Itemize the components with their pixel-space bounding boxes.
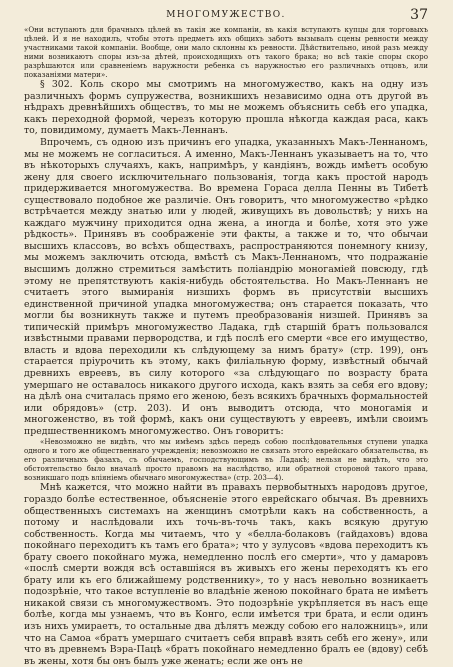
running-head — [24, 7, 428, 24]
text-paragraph: Мнѣ кажется, что можно найти въ правахъ первобытныхъ народовъ другое, гораздо болѣе естественное, объясненіе этого еврейскаго обычая. Въ древнихъ общественныхъ системахъ на женщинъ смотрѣли какъ на собственность, а потому и наслѣдовали ихъ точь-въ-точь такъ, какъ всякую другую собственность. Когда мы читаемъ, что у «белла-болаковъ (гайдаховъ) вдова покойнаго переходитъ къ тамъ его брата»; что у зулусовъ «вдова переходитъ къ брату своего покойнаго мужа, немедленно послѣ его смерти», что у дамаровъ «послѣ смерти вождя всѣ оставшіяся въ живыхъ его жены переходятъ къ его брату или къ его ближайшему родственнику», то у насъ невольно возникаетъ подозрѣніе, что такое вступленіе во владѣніе женою покойнаго брата не имѣетъ никакой связи съ многомужествомъ. Это подозрѣніе укрѣпляется въ насъ еще болѣе, когда мы узнаемъ, что въ Конго, если имѣется три брата, и если одинъ изъ нихъ умираетъ, то остальные два дѣлятъ между собою его наложницъ», или что на Самоа «братъ умершаго считаетъ себя вправѣ взять себѣ его жену», или что въ древнемъ Вэра-Пацѣ «братъ покойнаго немедленно бралъ ее (вдову) себѣ въ жены, хотя бы онъ былъ уже женатъ; если же онъ не — [24, 482, 428, 667]
page-body — [24, 25, 428, 667]
running-title: МНОГОМУЖЕСТВО. — [166, 10, 286, 20]
text-paragraph: § 302. Коль скоро мы смотримъ на многомужество, какъ на одну изъ различныхъ формъ супружества, возникшихъ независимо одна отъ другой въ нѣдрахъ древнѣйшихъ обществъ, то мы не можемъ объяснить себѣ его упадка, какъ переходной формой, черезъ которую прошла нѣкогда каждая раса, какъ то, повидимому, думаетъ Макъ-Леннанъ. — [24, 79, 428, 137]
text-paragraph: Впрочемъ, съ одною изъ причинъ его упадка, указанныхъ Макъ-Леннаномъ, мы не можемъ не согласиться. А именно, Макъ-Леннанъ указываетъ на то, что въ нѣкоторыхъ случаяхъ, какъ, напримѣръ, у кандіянъ, вождь имѣетъ особую жену для своего исключительнаго пользованія, тогда какъ простой народъ придерживается многомужества. Во времена Гораса делла Пенны въ Тибетѣ существовало подобное же различіе. Онъ говоритъ, что многомужество «рѣдко встрѣчается между знатью или у людей, живущихъ въ довольствѣ; у нихъ на каждаго мужчину приходится одна жена, а иногда и болѣе, хотя это уже рѣдкость». Принявъ въ соображеніе эти факты, а также и то, что обычаи высшихъ классовъ, во всѣхъ обществахъ, распространяются понемногу книзу, мы можемъ заключить отсюда, вмѣстѣ съ Макъ-Леннаномъ, что подражаніе высшимъ должно стремиться замѣстить поліандрію моногаміей повсюду, гдѣ этому не препятствуютъ какія-нибудь обстоятельства. Но Макъ-Леннанъ не считаетъ этого вымиранія низшихъ формъ въ присутствіи высшихъ единственной причиной упадка многомужества; онъ старается показать, что могли бы возникнуть также и путемъ преобразованія низшей. Принявъ за типическій примѣръ многомужество Ладака, гдѣ старшій братъ пользовался извѣстными правами первородства, и гдѣ послѣ его смерти «все его имущество, власть и вдова переходили къ слѣдующему за нимъ брату» (стр. 199), онъ старается прiурочить къ этому, какъ филіальную форму, извѣстный обычай древнихъ евреевъ, въ силу которого «за слѣдующаго по возрасту брата умершаго не оставалось никакого другого исхода, какъ взять за себя его вдову; на дѣлѣ она считалась прямо его женою, безъ всякихъ брачныхъ формальностей или обрядовъ» (стр. 203). И онъ выводитъ отсюда, что моногамія и многоженство, въ той формѣ, какъ они существуютъ у евреевъ, имѣли своимъ предшественникомъ многомужество. Онъ говоритъ: — [24, 137, 428, 437]
quote-paragraph: «Они вступають для брачныхъ цѣлей въ такія же компаніи, въ какія вступаютъ купцы для торговыхъ цѣлей. И я не находилъ, чтобы этотъ предметъ ихъ общихъ заботъ вызывалъ сцены ревности между участниками такой компаніи. Вообще, они мало склонны къ ревности. Дѣйствительно, иной разъ между ними возникаютъ споры изъ-за дѣтей, происходящихъ отъ такого брака; но всѣ такіе споры скоро разрѣшаются или сравненіемъ наружности ребенка съ наружностью его различныхъ отцовъ, или показаніями матери». — [24, 25, 428, 80]
quote-paragraph: «Невозможно не видѣть, что мы имѣемъ здѣсь передъ собою послѣдовательныя ступени упадка одного и того же общественнаго учрежденія; невозможно не связать этого еврейскаго обязательства, въ его различныхъ фазахъ, съ обычаемъ, господствующимъ въ Ладакѣ; нельзя не видѣть, что это обстоятельство было вначалѣ просто правомъ на наслѣдство, или обратной стороной такого права, возникшаго подъ вліяніемъ обычнаго многомужества» (стр. 203—4). — [24, 437, 428, 483]
page-number: 37 — [410, 7, 428, 23]
